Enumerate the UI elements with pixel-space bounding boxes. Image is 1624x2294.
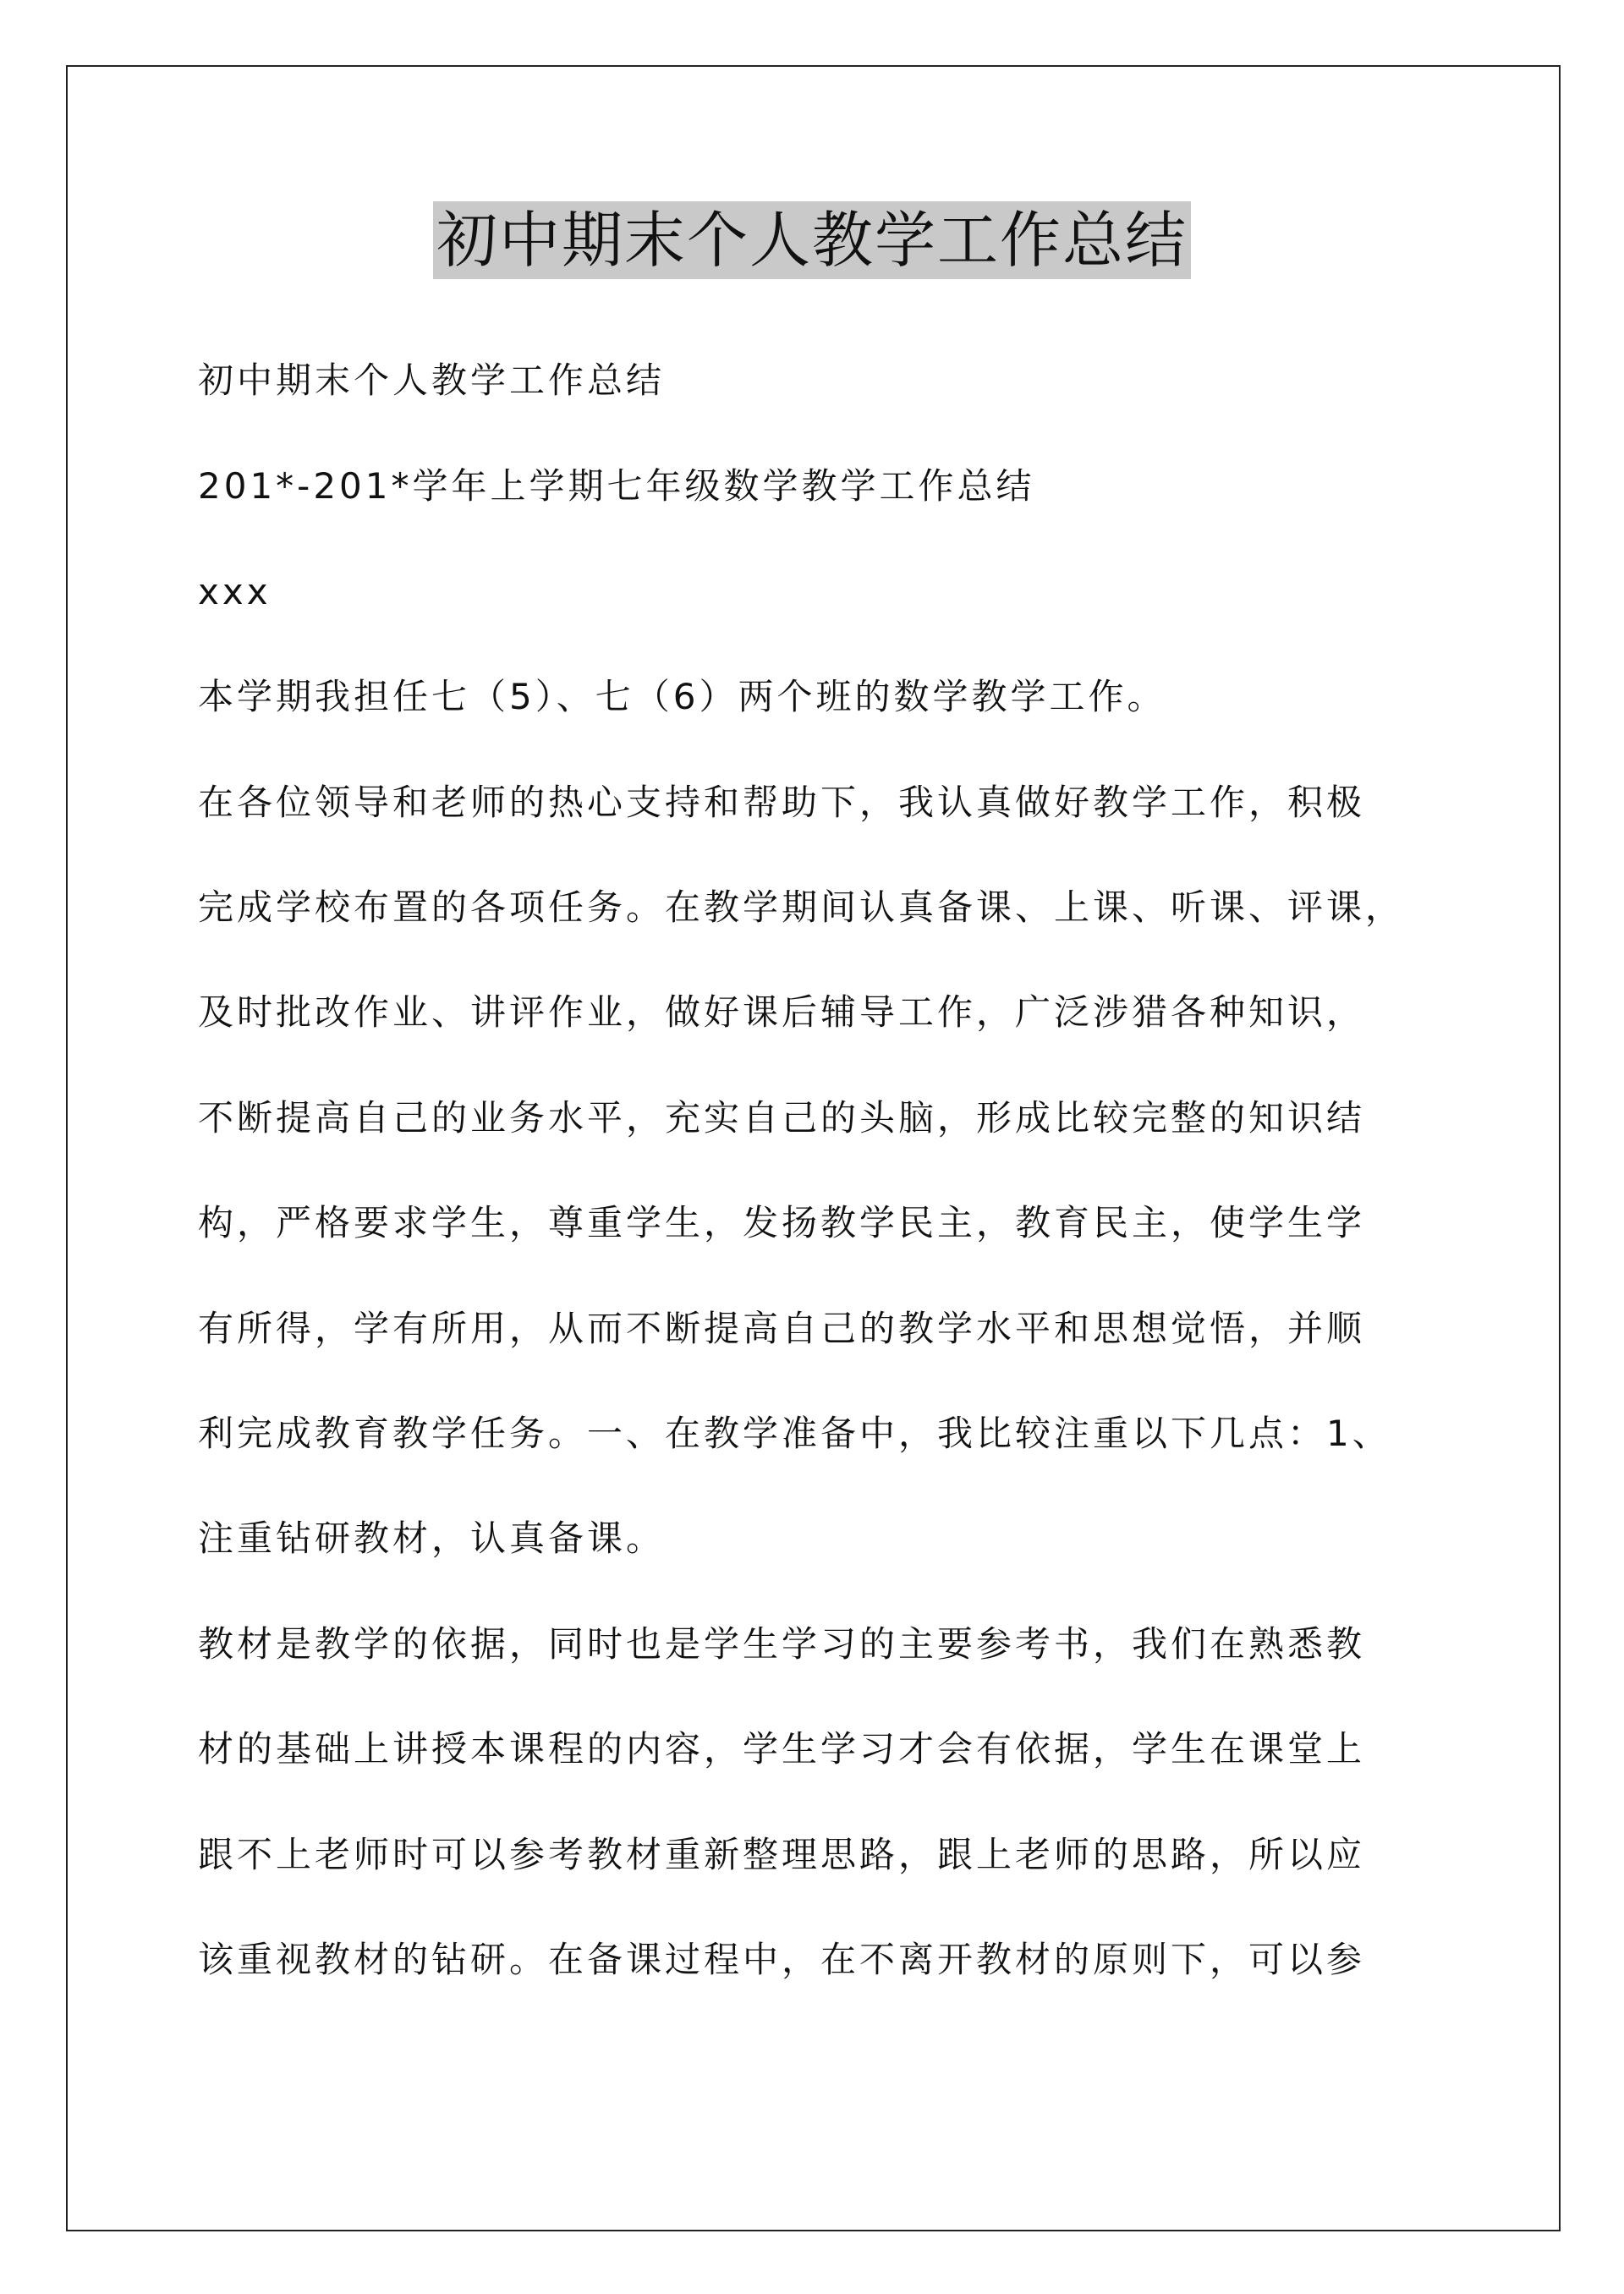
body-line: 完成学校布置的各项任务。在教学期间认真备课、上课、听课、评课，: [198, 886, 1405, 928]
body-line: 跟不上老师时可以参考教材重新整理思路，跟上老师的思路，所以应: [198, 1834, 1366, 1875]
body-line: 教材是教学的依据，同时也是学生学习的主要参考书，我们在熟悉教: [198, 1623, 1366, 1665]
term-heading-line: 201*-201*学年上学期七年级数学教学工作总结: [198, 465, 1035, 507]
body-line: 有所得，学有所用，从而不断提高自己的教学水平和思想觉悟，并顺: [198, 1308, 1366, 1349]
body-line: 注重钻研教材，认真备课。: [198, 1517, 666, 1559]
document-title: 初中期末个人教学工作总结: [433, 201, 1191, 279]
body-line: 本学期我担任七（5）、七（6）两个班的数学教学工作。: [198, 676, 1166, 717]
subtitle-line: 初中期末个人教学工作总结: [198, 359, 666, 401]
title-container: [0, 201, 1624, 279]
body-line: 利完成教育教学任务。一、在教学准备中，我比较注重以下几点：1、: [198, 1413, 1391, 1454]
body-line: 在各位领导和老师的热心支持和帮助下，我认真做好教学工作，积极: [198, 782, 1366, 823]
body-line: 该重视教材的钻研。在备课过程中，在不离开教材的原则下，可以参: [198, 1939, 1366, 1980]
author-line: xxx: [198, 571, 272, 612]
body-line: 及时批改作业、讲评作业，做好课后辅导工作，广泛涉猎各种知识，: [198, 991, 1366, 1033]
body-line: 材的基础上讲授本课程的内容，学生学习才会有依据，学生在课堂上: [198, 1728, 1366, 1770]
body-line: 构，严格要求学生，尊重学生，发扬教学民主，教育民主，使学生学: [198, 1202, 1366, 1243]
body-line: 不断提高自己的业务水平，充实自己的头脑，形成比较完整的知识结: [198, 1097, 1366, 1139]
